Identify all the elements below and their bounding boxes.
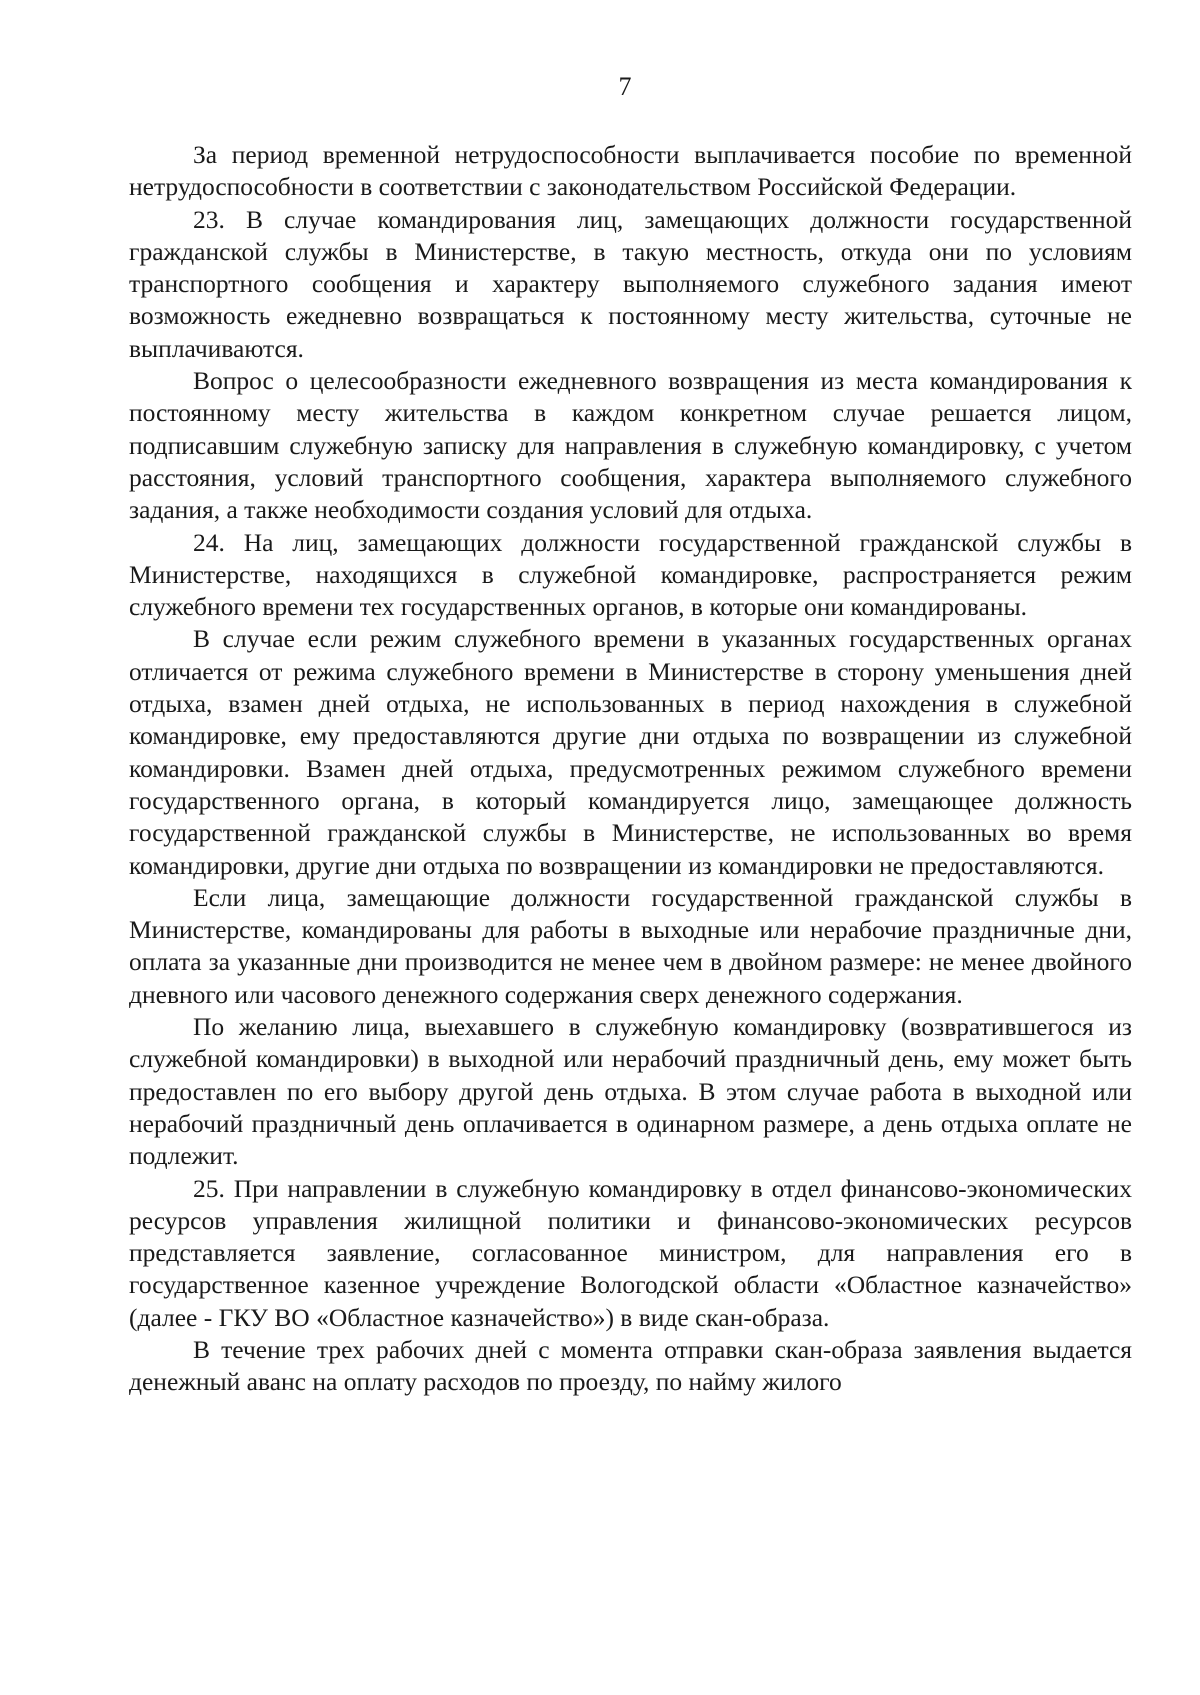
paragraph-weekend-work: Если лица, замещающие должности государственной гражданской службы в Министерстве, командированы для работы в выходные или нерабочие праздничные дни, оплата за указанные дни производится не менее чем в двойном размере: не менее двойного дневного или часового денежного содержания сверх денежного содержания.: [129, 882, 1132, 1009]
paragraph-day-off-choice: По желанию лица, выехавшего в служебную командировку (возвратившегося из служебной командировки) в выходной или нерабочий праздничный день, ему может быть предоставлен по его выбору другой день отдыха. В этом случае работа в выходной или нерабочий праздничный день оплачивается в одинарном размере, а день отдыха оплате не подлежит.: [129, 1012, 1132, 1171]
paragraph-sick-leave: За период временной нетрудоспособности выплачивается пособие по временной нетрудоспособности в соответствии с законодательством Российской Федерации.: [129, 140, 1132, 202]
paragraph-24: 24. На лиц, замещающих должности государственной гражданской службы в Министерстве, находящихся в служебной командировке, распространяется режим служебного времени тех государственных органов, в которые они командированы.: [129, 527, 1132, 622]
paragraph-advance: В течение трех рабочих дней с момента отправки скан-образа заявления выдается денежный аванс на оплату расходов по проезду, по найму жилого: [129, 1334, 1132, 1397]
page-number: 7: [618, 72, 632, 101]
paragraph-23: 23. В случае командирования лиц, замещающих должности государственной гражданской службы в Министерстве, в такую местность, откуда они по условиям транспортного сообщения и характеру выполняемого служебного задания имеют возможность ежедневно возвращаться к постоянному месту жительства, суточные не выплачиваются.: [129, 204, 1132, 363]
paragraph-daily-return: Вопрос о целесообразности ежедневного возвращения из места командирования к постоянному месту жительства в каждом конкретном случае решается лицом, подписавшим служебную записку для направления в служебную командировку, с учетом расстояния, условий транспортного сообщения, характера выполняемого служебного задания, а также необходимости создания условий для отдыха.: [129, 366, 1132, 525]
paragraph-25: 25. При направлении в служебную командировку в отдел финансово-экономических ресурсов управления жилищной политики и финансово-экономических ресурсов представляется заявление, согласованное министром, для направления его в государственное казенное учреждение Вологодской области «Областное казначейство» (далее - ГКУ ВО «Областное казначейство») в виде скан-образа.: [129, 1173, 1132, 1332]
document-body: [129, 139, 1132, 1399]
paragraph-rest-days: В случае если режим служебного времени в указанных государственных органах отличается от режима служебного времени в Министерстве в сторону уменьшения дней отдыха, взамен дней отдыха, не использованных в период нахождения в служебной командировке, ему предоставляются другие дни отдыха по возвращении из служебной командировки. Взамен дней отдыха, предусмотренных режимом служебного времени государственного органа, в который командируется лицо, замещающее должность государственной гражданской службы в Министерстве, не использованных во время командировки, другие дни отдыха по возвращении из командировки не предоставляются.: [129, 624, 1132, 880]
